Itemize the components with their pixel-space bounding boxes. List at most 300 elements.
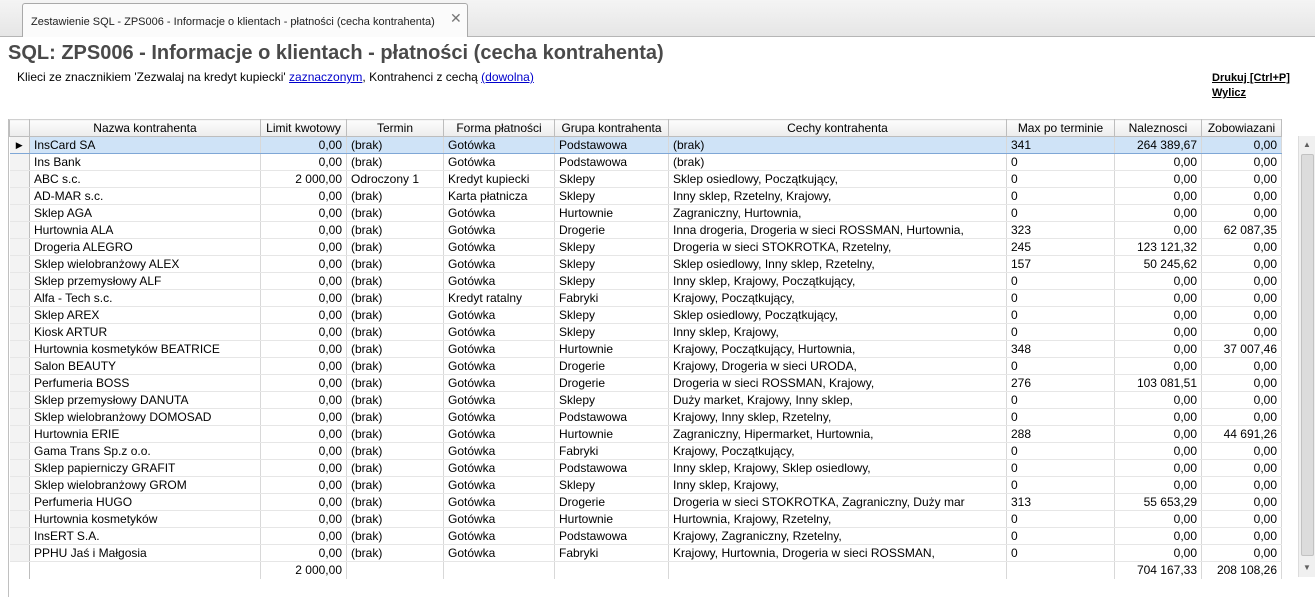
table-cell: Hurtownia kosmetyków BEATRICE — [30, 341, 261, 358]
table-cell: (brak) — [347, 188, 444, 205]
filter-description — [17, 70, 534, 84]
table-row[interactable] — [10, 409, 1282, 426]
table-cell: 0,00 — [1202, 358, 1282, 375]
table-cell: Sklep osiedlowy, Początkujący, — [669, 171, 1007, 188]
table-cell: ABC s.c. — [30, 171, 261, 188]
table-cell: (brak) — [347, 205, 444, 222]
table-row[interactable] — [10, 273, 1282, 290]
table-cell: 0,00 — [261, 341, 347, 358]
table-cell: Fabryki — [555, 545, 669, 562]
table-cell: 0 — [1007, 205, 1115, 222]
table-cell: 0,00 — [261, 545, 347, 562]
table-row[interactable] — [10, 341, 1282, 358]
table-cell: Drogerie — [555, 222, 669, 239]
table-cell: 0 — [1007, 324, 1115, 341]
table-cell: Inny sklep, Krajowy, Początkujący, — [669, 273, 1007, 290]
triangle-right-icon: ▶ — [10, 137, 30, 154]
table-cell: 0 — [1007, 528, 1115, 545]
row-indicator — [10, 443, 30, 460]
table-cell: 0,00 — [1202, 528, 1282, 545]
table-cell: Drogerie — [555, 375, 669, 392]
table-cell: 0,00 — [261, 256, 347, 273]
table-cell: Podstawowa — [555, 154, 669, 171]
table-cell: 123 121,32 — [1115, 239, 1202, 256]
table-cell: 0,00 — [1202, 545, 1282, 562]
row-indicator — [10, 426, 30, 443]
table-cell: Inny sklep, Rzetelny, Krajowy, — [669, 188, 1007, 205]
table-row[interactable] — [10, 358, 1282, 375]
table-cell: 0 — [1007, 545, 1115, 562]
table-cell: Inny sklep, Krajowy, — [669, 324, 1007, 341]
table-cell: 0,00 — [1202, 307, 1282, 324]
table-cell: PPHU Jaś i Małgosia — [30, 545, 261, 562]
column-header[interactable]: Termin — [347, 120, 444, 137]
row-indicator — [10, 273, 30, 290]
table-cell: 50 245,62 — [1115, 256, 1202, 273]
table-row[interactable] — [10, 545, 1282, 562]
table-row[interactable] — [10, 426, 1282, 443]
table-cell: 0 — [1007, 307, 1115, 324]
table-cell: 0,00 — [1115, 273, 1202, 290]
table-cell: Sklep osiedlowy, Inny sklep, Rzetelny, — [669, 256, 1007, 273]
table-cell: Sklepy — [555, 188, 669, 205]
table-row[interactable] — [10, 528, 1282, 545]
table-cell: 0,00 — [261, 477, 347, 494]
table-cell: Krajowy, Drogeria w sieci URODA, — [669, 358, 1007, 375]
total-cell — [30, 562, 261, 579]
table-cell: Sklep wielobranżowy GROM — [30, 477, 261, 494]
table-cell: Sklep wielobranżowy DOMOSAD — [30, 409, 261, 426]
table-row[interactable] — [10, 171, 1282, 188]
scroll-thumb[interactable] — [1301, 154, 1314, 556]
feature-filter-link[interactable]: (dowolna) — [481, 70, 534, 84]
table-cell: 103 081,51 — [1115, 375, 1202, 392]
table-cell: Sklep wielobranżowy ALEX — [30, 256, 261, 273]
table-cell: 0 — [1007, 171, 1115, 188]
document-tab[interactable] — [22, 3, 468, 37]
table-cell: Gotówka — [444, 239, 555, 256]
table-cell: (brak) — [669, 154, 1007, 171]
row-indicator — [10, 171, 30, 188]
table-cell: Hurtownie — [555, 426, 669, 443]
table-cell: Duży market, Krajowy, Inny sklep, — [669, 392, 1007, 409]
row-indicator — [10, 477, 30, 494]
table-row[interactable] — [10, 222, 1282, 239]
table-cell: 0,00 — [1115, 205, 1202, 222]
table-cell: (brak) — [347, 511, 444, 528]
table-cell: 2 000,00 — [261, 171, 347, 188]
table-cell: Gotówka — [444, 341, 555, 358]
table-cell: Zagraniczny, Hurtownia, — [669, 205, 1007, 222]
table-cell: Sklepy — [555, 273, 669, 290]
row-indicator — [10, 460, 30, 477]
table-cell: 0 — [1007, 409, 1115, 426]
table-cell: Gotówka — [444, 477, 555, 494]
table-cell: 0,00 — [1115, 443, 1202, 460]
column-header[interactable]: Forma płatności — [444, 120, 555, 137]
total-cell — [444, 562, 555, 579]
total-cell: 2 000,00 — [261, 562, 347, 579]
totals-row — [10, 562, 1282, 579]
table-cell: Drogeria ALEGRO — [30, 239, 261, 256]
table-cell: AD-MAR s.c. — [30, 188, 261, 205]
table-row[interactable] — [10, 188, 1282, 205]
table-cell: 44 691,26 — [1202, 426, 1282, 443]
header-row — [10, 120, 1282, 137]
table-cell: Hurtownia ALA — [30, 222, 261, 239]
table-cell: 0,00 — [1202, 477, 1282, 494]
table-cell: Drogeria w sieci STOKROTKA, Rzetelny, — [669, 239, 1007, 256]
table-cell: 0,00 — [1115, 324, 1202, 341]
table-row[interactable] — [10, 477, 1282, 494]
table-cell: Gotówka — [444, 545, 555, 562]
table-cell: (brak) — [347, 307, 444, 324]
table-cell: 0,00 — [1202, 324, 1282, 341]
row-indicator — [10, 494, 30, 511]
table-cell: Drogeria w sieci ROSSMAN, Krajowy, — [669, 375, 1007, 392]
table-cell: Hurtownie — [555, 205, 669, 222]
table-cell: (brak) — [347, 290, 444, 307]
table-cell: 0,00 — [1115, 409, 1202, 426]
total-cell — [347, 562, 444, 579]
table-cell: (brak) — [347, 273, 444, 290]
row-indicator — [10, 409, 30, 426]
table-cell: Krajowy, Inny sklep, Rzetelny, — [669, 409, 1007, 426]
print-link[interactable]: Drukuj [Ctrl+P] — [1212, 72, 1290, 84]
table-cell: 0,00 — [1202, 511, 1282, 528]
tab-strip — [0, 0, 1315, 37]
table-cell: 0,00 — [1115, 545, 1202, 562]
row-indicator — [10, 545, 30, 562]
table-cell: (brak) — [347, 256, 444, 273]
table-cell: Krajowy, Początkujący, Hurtownia, — [669, 341, 1007, 358]
table-row[interactable] — [10, 256, 1282, 273]
table-cell: Fabryki — [555, 290, 669, 307]
results-table — [9, 119, 1282, 579]
table-cell: Podstawowa — [555, 460, 669, 477]
vertical-scrollbar[interactable] — [1298, 136, 1315, 577]
table-row[interactable] — [10, 307, 1282, 324]
total-cell: 704 167,33 — [1115, 562, 1202, 579]
table-cell: Odroczony 1 — [347, 171, 444, 188]
table-cell: (brak) — [347, 460, 444, 477]
table-cell: Inny sklep, Krajowy, Sklep osiedlowy, — [669, 460, 1007, 477]
table-cell: Sklepy — [555, 239, 669, 256]
table-cell: 0,00 — [1115, 154, 1202, 171]
table-cell: (brak) — [347, 324, 444, 341]
table-row[interactable] — [10, 290, 1282, 307]
results-grid[interactable] — [8, 119, 1298, 597]
table-row[interactable] — [10, 511, 1282, 528]
table-cell: Gotówka — [444, 358, 555, 375]
column-header[interactable]: Cechy kontrahenta — [669, 120, 1007, 137]
row-indicator — [10, 154, 30, 171]
table-row[interactable] — [10, 460, 1282, 477]
table-cell: 0,00 — [1115, 358, 1202, 375]
compute-link[interactable]: Wylicz — [1212, 87, 1247, 99]
column-header[interactable]: Limit kwotowy — [261, 120, 347, 137]
table-cell: 0,00 — [261, 528, 347, 545]
row-indicator — [10, 324, 30, 341]
table-cell: (brak) — [669, 137, 1007, 154]
table-cell: 0,00 — [1115, 307, 1202, 324]
table-cell: 0,00 — [261, 358, 347, 375]
table-cell: 62 087,35 — [1202, 222, 1282, 239]
table-cell: Podstawowa — [555, 409, 669, 426]
table-cell: Inny sklep, Krajowy, — [669, 477, 1007, 494]
table-cell: 288 — [1007, 426, 1115, 443]
table-cell: Gotówka — [444, 324, 555, 341]
row-indicator-header — [10, 120, 30, 137]
table-cell: (brak) — [347, 375, 444, 392]
table-cell: Sklepy — [555, 256, 669, 273]
table-cell: Gotówka — [444, 528, 555, 545]
table-cell: 0 — [1007, 460, 1115, 477]
table-cell: Sklepy — [555, 477, 669, 494]
table-cell: (brak) — [347, 222, 444, 239]
scroll-up-icon[interactable]: ▲ — [1303, 140, 1311, 149]
table-cell: 0,00 — [261, 511, 347, 528]
filter-prefix: Klieci ze znacznikiem 'Zezwalaj na kredyt kupiecki' — [17, 70, 286, 84]
table-cell: 0,00 — [1115, 460, 1202, 477]
table-cell: Hurtownia kosmetyków — [30, 511, 261, 528]
credit-flag-filter-link[interactable]: zaznaczonym — [289, 70, 363, 84]
table-cell: 0 — [1007, 273, 1115, 290]
table-cell: (brak) — [347, 494, 444, 511]
table-cell: Sklep papierniczy GRAFIT — [30, 460, 261, 477]
table-cell: Hurtownia ERIE — [30, 426, 261, 443]
table-cell: 0,00 — [1202, 375, 1282, 392]
table-cell: 276 — [1007, 375, 1115, 392]
table-cell: Sklepy — [555, 171, 669, 188]
table-cell: Krajowy, Zagraniczny, Rzetelny, — [669, 528, 1007, 545]
table-cell: 0,00 — [1115, 222, 1202, 239]
table-cell: 0,00 — [1115, 188, 1202, 205]
table-cell: 0,00 — [1202, 273, 1282, 290]
row-indicator — [10, 188, 30, 205]
table-cell: Kredyt kupiecki — [444, 171, 555, 188]
table-cell: InsCard SA — [30, 137, 261, 154]
table-cell: 0 — [1007, 477, 1115, 494]
table-row[interactable] — [10, 392, 1282, 409]
total-cell: 208 108,26 — [1202, 562, 1282, 579]
table-row[interactable] — [10, 205, 1282, 222]
table-cell: Sklepy — [555, 324, 669, 341]
table-cell: Krajowy, Hurtownia, Drogeria w sieci ROSSMAN, — [669, 545, 1007, 562]
row-indicator — [10, 307, 30, 324]
row-indicator — [10, 256, 30, 273]
table-cell: (brak) — [347, 477, 444, 494]
table-row[interactable] — [10, 494, 1282, 511]
table-cell: 0,00 — [1115, 477, 1202, 494]
column-header[interactable]: Zobowiazani — [1202, 120, 1282, 137]
table-cell: (brak) — [347, 545, 444, 562]
table-cell: Karta płatnicza — [444, 188, 555, 205]
row-indicator — [10, 341, 30, 358]
table-cell: 0,00 — [1115, 171, 1202, 188]
table-cell: 0,00 — [261, 205, 347, 222]
table-cell: Hurtownia, Krajowy, Rzetelny, — [669, 511, 1007, 528]
table-cell: (brak) — [347, 154, 444, 171]
total-cell — [669, 562, 1007, 579]
table-cell: 0 — [1007, 392, 1115, 409]
table-cell: Ins Bank — [30, 154, 261, 171]
table-cell: 313 — [1007, 494, 1115, 511]
table-cell: Gotówka — [444, 443, 555, 460]
table-cell: 0,00 — [1115, 426, 1202, 443]
table-cell: (brak) — [347, 341, 444, 358]
table-cell: Podstawowa — [555, 137, 669, 154]
table-row[interactable] — [10, 375, 1282, 392]
row-indicator — [10, 528, 30, 545]
table-cell: Gama Trans Sp.z o.o. — [30, 443, 261, 460]
table-cell: Gotówka — [444, 256, 555, 273]
table-cell: 0,00 — [261, 290, 347, 307]
table-cell: 0,00 — [261, 324, 347, 341]
page-title: SQL: ZPS006 - Informacje o klientach - płatności (cecha kontrahenta) — [8, 42, 664, 64]
table-cell: Gotówka — [444, 494, 555, 511]
table-row[interactable] — [10, 324, 1282, 341]
table-cell: 0,00 — [261, 409, 347, 426]
table-cell: 0,00 — [261, 443, 347, 460]
table-cell: Sklep przemysłowy ALF — [30, 273, 261, 290]
table-cell: (brak) — [347, 443, 444, 460]
column-header[interactable]: Nazwa kontrahenta — [30, 120, 261, 137]
table-cell: 37 007,46 — [1202, 341, 1282, 358]
scroll-down-icon[interactable]: ▼ — [1303, 563, 1311, 572]
total-cell — [555, 562, 669, 579]
table-cell: 0,00 — [1202, 290, 1282, 307]
table-cell: 0,00 — [1202, 460, 1282, 477]
table-cell: 0,00 — [261, 273, 347, 290]
table-cell: Gotówka — [444, 205, 555, 222]
table-cell: Sklepy — [555, 307, 669, 324]
filter-middle: , Kontrahenci z cechą — [362, 70, 478, 84]
table-cell: 0,00 — [1202, 205, 1282, 222]
table-cell: 348 — [1007, 341, 1115, 358]
table-cell: Drogerie — [555, 358, 669, 375]
table-cell: 0 — [1007, 511, 1115, 528]
table-cell: Gotówka — [444, 409, 555, 426]
table-cell: 341 — [1007, 137, 1115, 154]
table-cell: 0,00 — [261, 137, 347, 154]
table-cell: Gotówka — [444, 511, 555, 528]
table-cell: InsERT S.A. — [30, 528, 261, 545]
table-cell: 0,00 — [1202, 256, 1282, 273]
row-indicator — [10, 290, 30, 307]
close-icon[interactable]: ✕ — [450, 10, 462, 26]
table-cell: 0 — [1007, 188, 1115, 205]
table-row[interactable] — [10, 137, 1282, 154]
table-cell: Fabryki — [555, 443, 669, 460]
table-row[interactable] — [10, 154, 1282, 171]
table-cell: 0,00 — [1202, 154, 1282, 171]
table-cell: 0 — [1007, 154, 1115, 171]
table-cell: Perfumeria HUGO — [30, 494, 261, 511]
row-indicator — [10, 205, 30, 222]
table-cell: Gotówka — [444, 137, 555, 154]
table-cell: Inna drogeria, Drogeria w sieci ROSSMAN, Hurtownia, — [669, 222, 1007, 239]
row-indicator — [10, 375, 30, 392]
table-cell: Gotówka — [444, 307, 555, 324]
table-cell: Krajowy, Początkujący, — [669, 290, 1007, 307]
table-cell: (brak) — [347, 409, 444, 426]
table-cell: 264 389,67 — [1115, 137, 1202, 154]
column-header[interactable]: Max po terminie — [1007, 120, 1115, 137]
table-row[interactable] — [10, 443, 1282, 460]
table-cell: Drogeria w sieci STOKROTKA, Zagraniczny, Duży mar — [669, 494, 1007, 511]
table-cell: 0,00 — [261, 188, 347, 205]
table-cell: 0,00 — [1202, 392, 1282, 409]
table-cell: Sklep osiedlowy, Początkujący, — [669, 307, 1007, 324]
table-cell: 323 — [1007, 222, 1115, 239]
table-cell: Gotówka — [444, 392, 555, 409]
table-cell: Gotówka — [444, 460, 555, 477]
row-indicator — [10, 511, 30, 528]
table-cell: (brak) — [347, 358, 444, 375]
table-cell: 0 — [1007, 443, 1115, 460]
column-header[interactable]: Grupa kontrahenta — [555, 120, 669, 137]
total-cell — [1007, 562, 1115, 579]
table-cell: 0,00 — [1202, 494, 1282, 511]
column-header[interactable]: Naleznosci — [1115, 120, 1202, 137]
table-cell: 0,00 — [261, 375, 347, 392]
table-cell: 0,00 — [1115, 392, 1202, 409]
table-cell: 0,00 — [1202, 137, 1282, 154]
table-cell: 157 — [1007, 256, 1115, 273]
table-cell: 0,00 — [1115, 341, 1202, 358]
table-cell: 0,00 — [1202, 443, 1282, 460]
table-cell: Krajowy, Początkujący, — [669, 443, 1007, 460]
row-indicator — [10, 222, 30, 239]
row-indicator — [10, 358, 30, 375]
table-cell: Kredyt ratalny — [444, 290, 555, 307]
table-cell: 0,00 — [261, 392, 347, 409]
actions-panel — [1212, 71, 1290, 101]
table-cell: 0,00 — [1202, 188, 1282, 205]
table-cell: (brak) — [347, 239, 444, 256]
table-cell: 0,00 — [1202, 239, 1282, 256]
table-cell: 0,00 — [261, 460, 347, 477]
table-cell: Kiosk ARTUR — [30, 324, 261, 341]
table-cell: Salon BEAUTY — [30, 358, 261, 375]
table-cell: Gotówka — [444, 375, 555, 392]
table-cell: Gotówka — [444, 273, 555, 290]
table-cell: Zagraniczny, Hipermarket, Hurtownia, — [669, 426, 1007, 443]
table-cell: 55 653,29 — [1115, 494, 1202, 511]
table-cell: Podstawowa — [555, 528, 669, 545]
table-cell: Perfumeria BOSS — [30, 375, 261, 392]
table-cell: Drogerie — [555, 494, 669, 511]
table-cell: 0,00 — [261, 426, 347, 443]
table-cell: 0,00 — [261, 307, 347, 324]
table-cell: 0,00 — [1115, 290, 1202, 307]
table-cell: Gotówka — [444, 426, 555, 443]
table-cell: Sklepy — [555, 392, 669, 409]
table-cell: (brak) — [347, 528, 444, 545]
row-indicator — [10, 562, 30, 579]
row-indicator — [10, 392, 30, 409]
tab-title: Zestawienie SQL - ZPS006 - Informacje o klientach - płatności (cecha kontrahenta) — [31, 16, 435, 28]
table-cell: Gotówka — [444, 154, 555, 171]
table-row[interactable] — [10, 239, 1282, 256]
table-cell: 0,00 — [1202, 409, 1282, 426]
table-cell: 0,00 — [261, 222, 347, 239]
table-cell: 0 — [1007, 358, 1115, 375]
table-cell: (brak) — [347, 137, 444, 154]
table-cell: Alfa - Tech s.c. — [30, 290, 261, 307]
table-cell: Hurtownie — [555, 511, 669, 528]
